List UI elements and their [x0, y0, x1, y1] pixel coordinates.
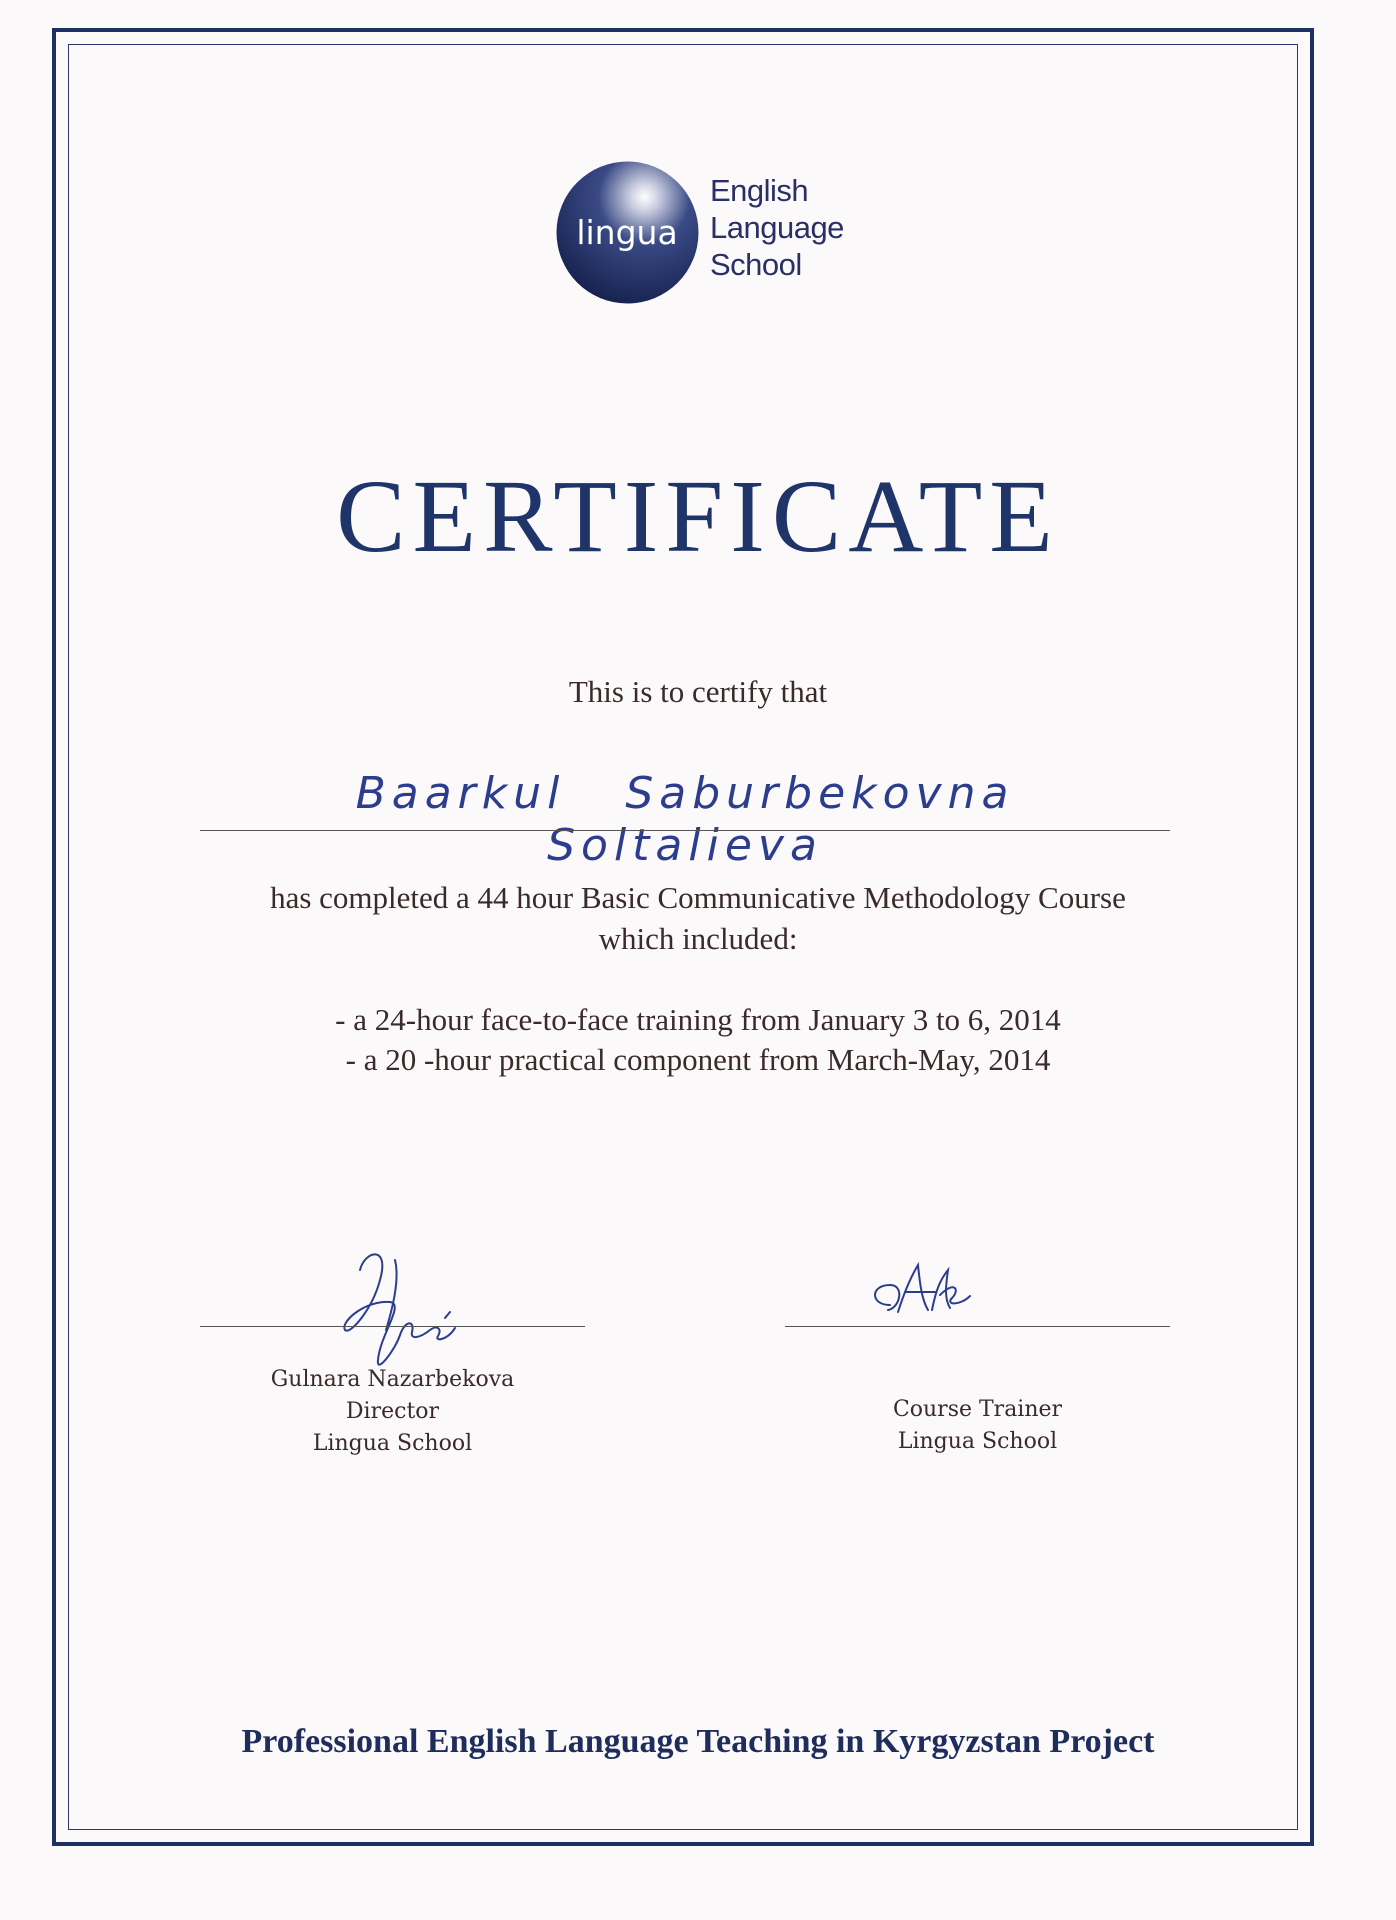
lingua-logo-icon — [555, 160, 700, 305]
trainer-role: Course Trainer — [892, 1397, 1063, 1422]
completion-statement — [0, 877, 1396, 959]
certificate-title: CERTIFICATE — [336, 459, 1060, 574]
director-block — [200, 1364, 585, 1460]
trainer-signature-line — [785, 1326, 1170, 1327]
name-underline — [200, 830, 1170, 831]
course-components — [0, 1000, 1396, 1080]
project-footer: Professional English Language Teaching in Kyrgyzstan Project — [241, 1723, 1155, 1760]
director-organization: Lingua School — [312, 1431, 473, 1456]
logo-tagline — [710, 172, 844, 283]
trainer-organization: Lingua School — [897, 1429, 1058, 1454]
tagline-line-1: English — [710, 173, 809, 208]
component-item: - a 24-hour face-to-face training from January 3 to 6, 2014 — [335, 1002, 1061, 1037]
director-role: Director — [345, 1399, 440, 1424]
tagline-line-2: Language — [710, 210, 844, 245]
component-item: - a 20 -hour practical component from March-May, 2014 — [345, 1042, 1051, 1077]
director-signature — [320, 1240, 490, 1380]
logo-wordmark: lingua — [576, 213, 678, 252]
trainer-block — [785, 1394, 1170, 1458]
trainer-signature — [860, 1250, 990, 1330]
recipient-name: Baarkul Saburbekovna Soltalieva — [355, 768, 1015, 871]
certify-intro: This is to certify that — [568, 674, 828, 709]
director-signature-line — [200, 1326, 585, 1327]
director-name: Gulnara Nazarbekova — [270, 1367, 515, 1392]
tagline-line-3: School — [710, 247, 802, 282]
completion-line-2: which included: — [598, 921, 798, 956]
completion-line-1: has completed a 44 hour Basic Communicative Methodology Course — [270, 880, 1126, 915]
